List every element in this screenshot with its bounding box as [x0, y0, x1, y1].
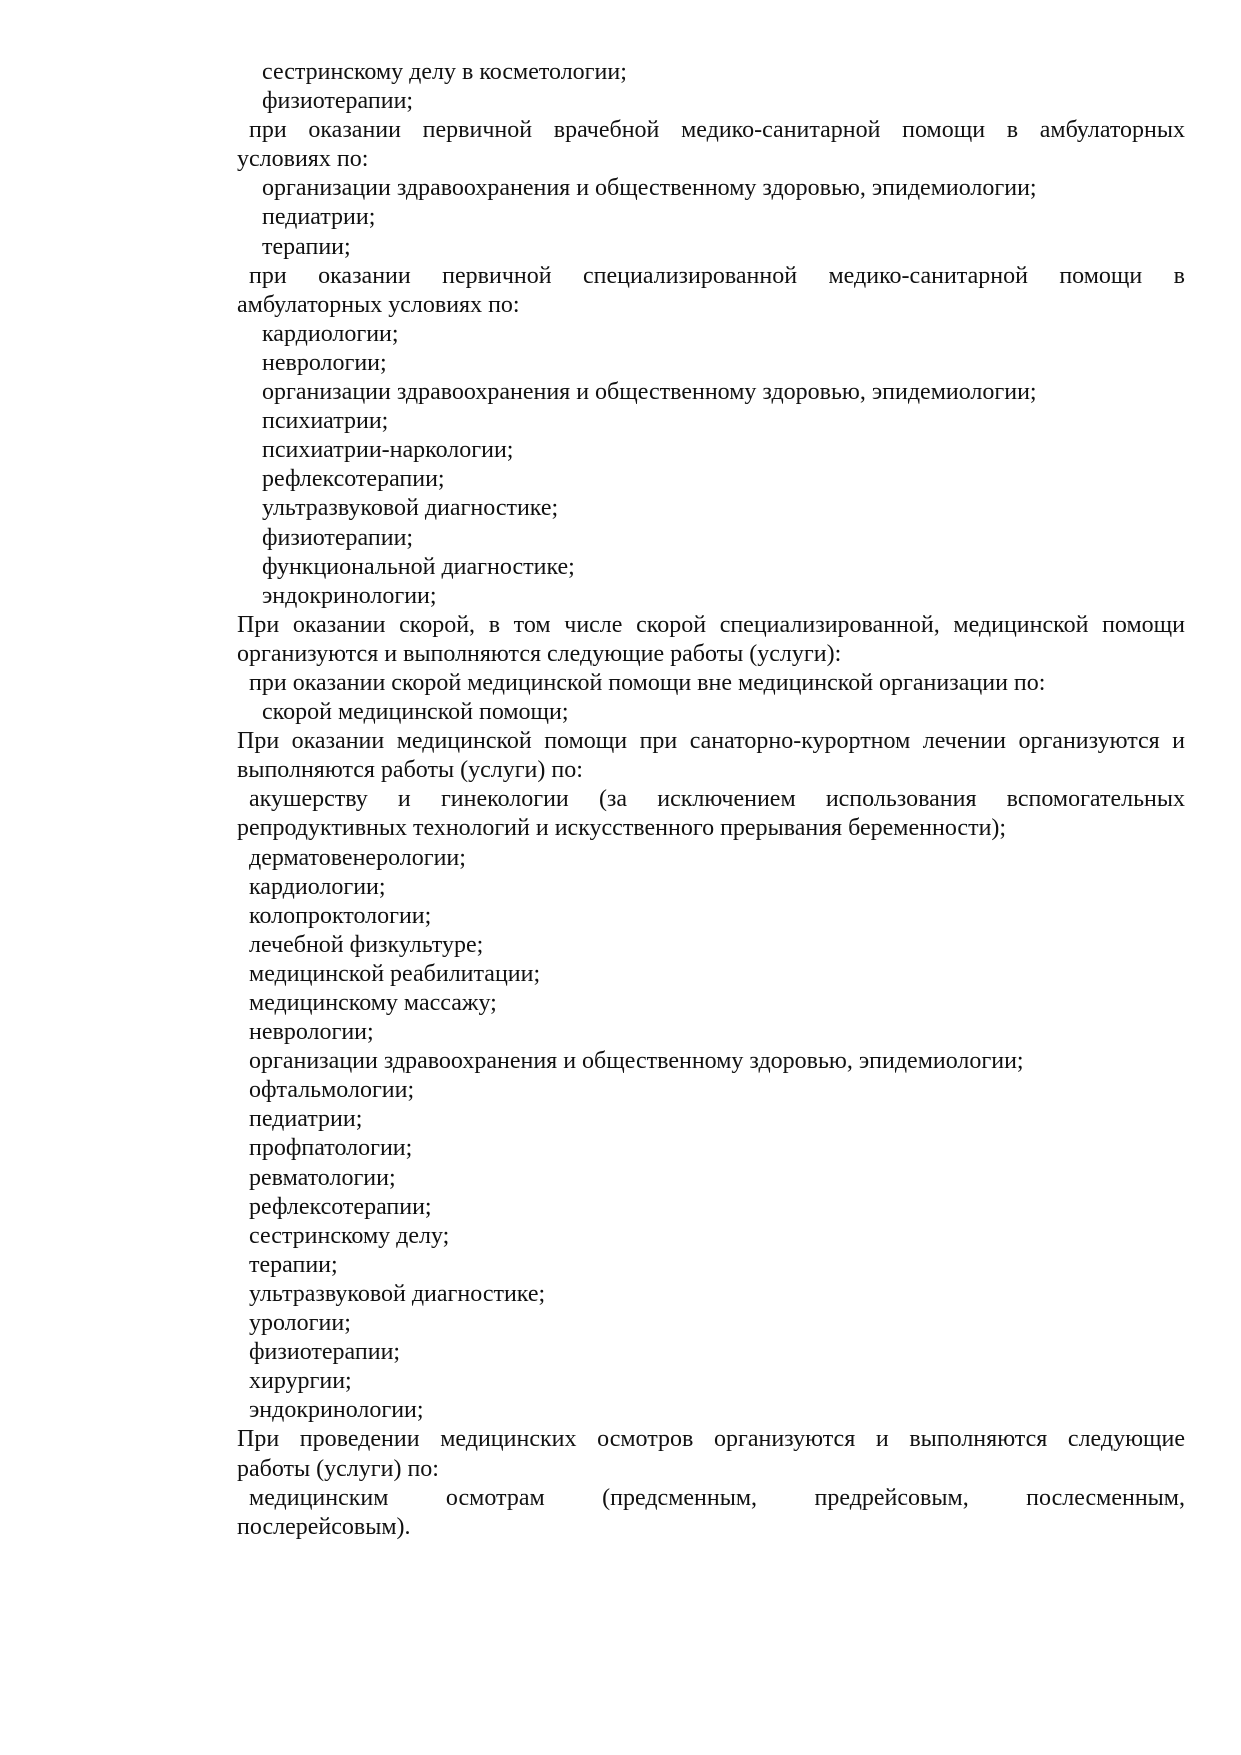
text-line: эндокринологии;	[262, 582, 437, 609]
paragraph	[237, 611, 1185, 669]
paragraph	[237, 1367, 1185, 1396]
text-line: сестринскому делу в косметологии;	[262, 59, 627, 85]
text-line: медицинской реабилитации;	[249, 960, 541, 987]
text-line: кардиологии;	[249, 873, 386, 900]
text-line: репродуктивных технологий и искусственного прерывания беременности);	[237, 815, 1007, 842]
text-line: лечебной физкультуре;	[249, 931, 484, 958]
paragraph	[237, 58, 1185, 87]
text-line: ревматологии;	[249, 1164, 396, 1191]
text-line: При оказании медицинской помощи при санаторно-курортном лечении организуются и	[237, 728, 1185, 755]
paragraph	[237, 233, 1185, 262]
text-line: организации здравоохранения и общественному здоровью, эпидемиологии;	[262, 175, 1037, 202]
text-line: медицинским осмотрам (предсменным, предрейсовым, послесменным,	[249, 1484, 1185, 1511]
text-line: При оказании скорой, в том числе скорой специализированной, медицинской помощи	[237, 611, 1185, 638]
paragraph	[237, 989, 1185, 1018]
document-page	[237, 58, 1185, 1542]
paragraph	[237, 1309, 1185, 1338]
text-line: неврологии;	[249, 1019, 374, 1046]
text-line: физиотерапии;	[262, 88, 414, 115]
text-line: кардиологии;	[262, 320, 399, 347]
text-line: физиотерапии;	[262, 524, 414, 551]
paragraph	[237, 873, 1185, 902]
paragraph	[237, 378, 1185, 407]
paragraph	[237, 1164, 1185, 1193]
text-line: ультразвуковой диагностике;	[262, 495, 559, 522]
paragraph	[237, 844, 1185, 873]
text-line: рефлексотерапии;	[249, 1193, 432, 1220]
paragraph	[237, 1047, 1185, 1076]
paragraph	[237, 785, 1185, 843]
text-line: при оказании первичной врачебной медико-санитарной помощи в амбулаторных	[249, 117, 1185, 144]
paragraph	[237, 960, 1185, 989]
text-line: офтальмологии;	[249, 1077, 415, 1104]
text-line: выполняются работы (услуги) по:	[237, 757, 583, 784]
text-line: при оказании скорой медицинской помощи вне медицинской организации по:	[249, 669, 1046, 696]
text-line: послерейсовым).	[237, 1513, 411, 1540]
paragraph	[237, 174, 1185, 203]
paragraph	[237, 1222, 1185, 1251]
text-line: сестринскому делу;	[249, 1222, 450, 1249]
paragraph	[237, 1484, 1185, 1542]
paragraph	[237, 1076, 1185, 1105]
text-line: функциональной диагностике;	[262, 553, 575, 580]
text-line: хирургии;	[249, 1368, 352, 1395]
paragraph	[237, 1425, 1185, 1483]
text-line: физиотерапии;	[249, 1339, 401, 1366]
paragraph	[237, 203, 1185, 232]
paragraph	[237, 931, 1185, 960]
text-line: ультразвуковой диагностике;	[249, 1280, 546, 1307]
paragraph	[237, 1018, 1185, 1047]
text-line: терапии;	[249, 1251, 338, 1278]
text-line: организации здравоохранения и общественному здоровью, эпидемиологии;	[262, 379, 1037, 406]
text-line: условиях по:	[237, 146, 369, 173]
text-line: урологии;	[249, 1310, 351, 1337]
paragraph	[237, 902, 1185, 931]
text-line: дерматовенерологии;	[249, 844, 466, 871]
paragraph	[237, 262, 1185, 320]
text-line: неврологии;	[262, 349, 387, 376]
paragraph	[237, 1280, 1185, 1309]
text-line: эндокринологии;	[249, 1397, 424, 1424]
text-line: психиатрии;	[262, 408, 389, 435]
paragraph	[237, 494, 1185, 523]
paragraph	[237, 524, 1185, 553]
text-line: рефлексотерапии;	[262, 466, 445, 493]
paragraph	[237, 465, 1185, 494]
text-line: При проведении медицинских осмотров организуются и выполняются следующие	[237, 1426, 1185, 1453]
text-line: психиатрии-наркологии;	[262, 437, 514, 464]
paragraph	[237, 1396, 1185, 1425]
paragraph	[237, 1134, 1185, 1163]
text-line: организуются и выполняются следующие работы (услуги):	[237, 640, 842, 667]
paragraph	[237, 698, 1185, 727]
paragraph	[237, 553, 1185, 582]
text-line: организации здравоохранения и общественному здоровью, эпидемиологии;	[249, 1048, 1024, 1075]
text-line: акушерству и гинекологии (за исключением использования вспомогательных	[249, 786, 1185, 813]
paragraph	[237, 407, 1185, 436]
paragraph	[237, 116, 1185, 174]
text-line: работы (услуги) по:	[237, 1455, 439, 1482]
paragraph	[237, 1105, 1185, 1134]
text-line: профпатологии;	[249, 1135, 413, 1162]
paragraph	[237, 1338, 1185, 1367]
paragraph	[237, 1251, 1185, 1280]
paragraph	[237, 87, 1185, 116]
paragraph	[237, 669, 1185, 698]
text-line: амбулаторных условиях по:	[237, 291, 520, 318]
paragraph	[237, 320, 1185, 349]
text-line: медицинскому массажу;	[249, 990, 497, 1016]
text-line: терапии;	[262, 233, 351, 260]
text-line: при оказании первичной специализированной медико-санитарной помощи в	[249, 262, 1185, 289]
paragraph	[237, 1193, 1185, 1222]
text-line: скорой медицинской помощи;	[262, 699, 569, 726]
paragraph	[237, 349, 1185, 378]
text-line: колопроктологии;	[249, 902, 432, 929]
paragraph	[237, 436, 1185, 465]
paragraph	[237, 727, 1185, 785]
paragraph	[237, 582, 1185, 611]
text-line: педиатрии;	[249, 1106, 363, 1133]
text-line: педиатрии;	[262, 204, 376, 231]
